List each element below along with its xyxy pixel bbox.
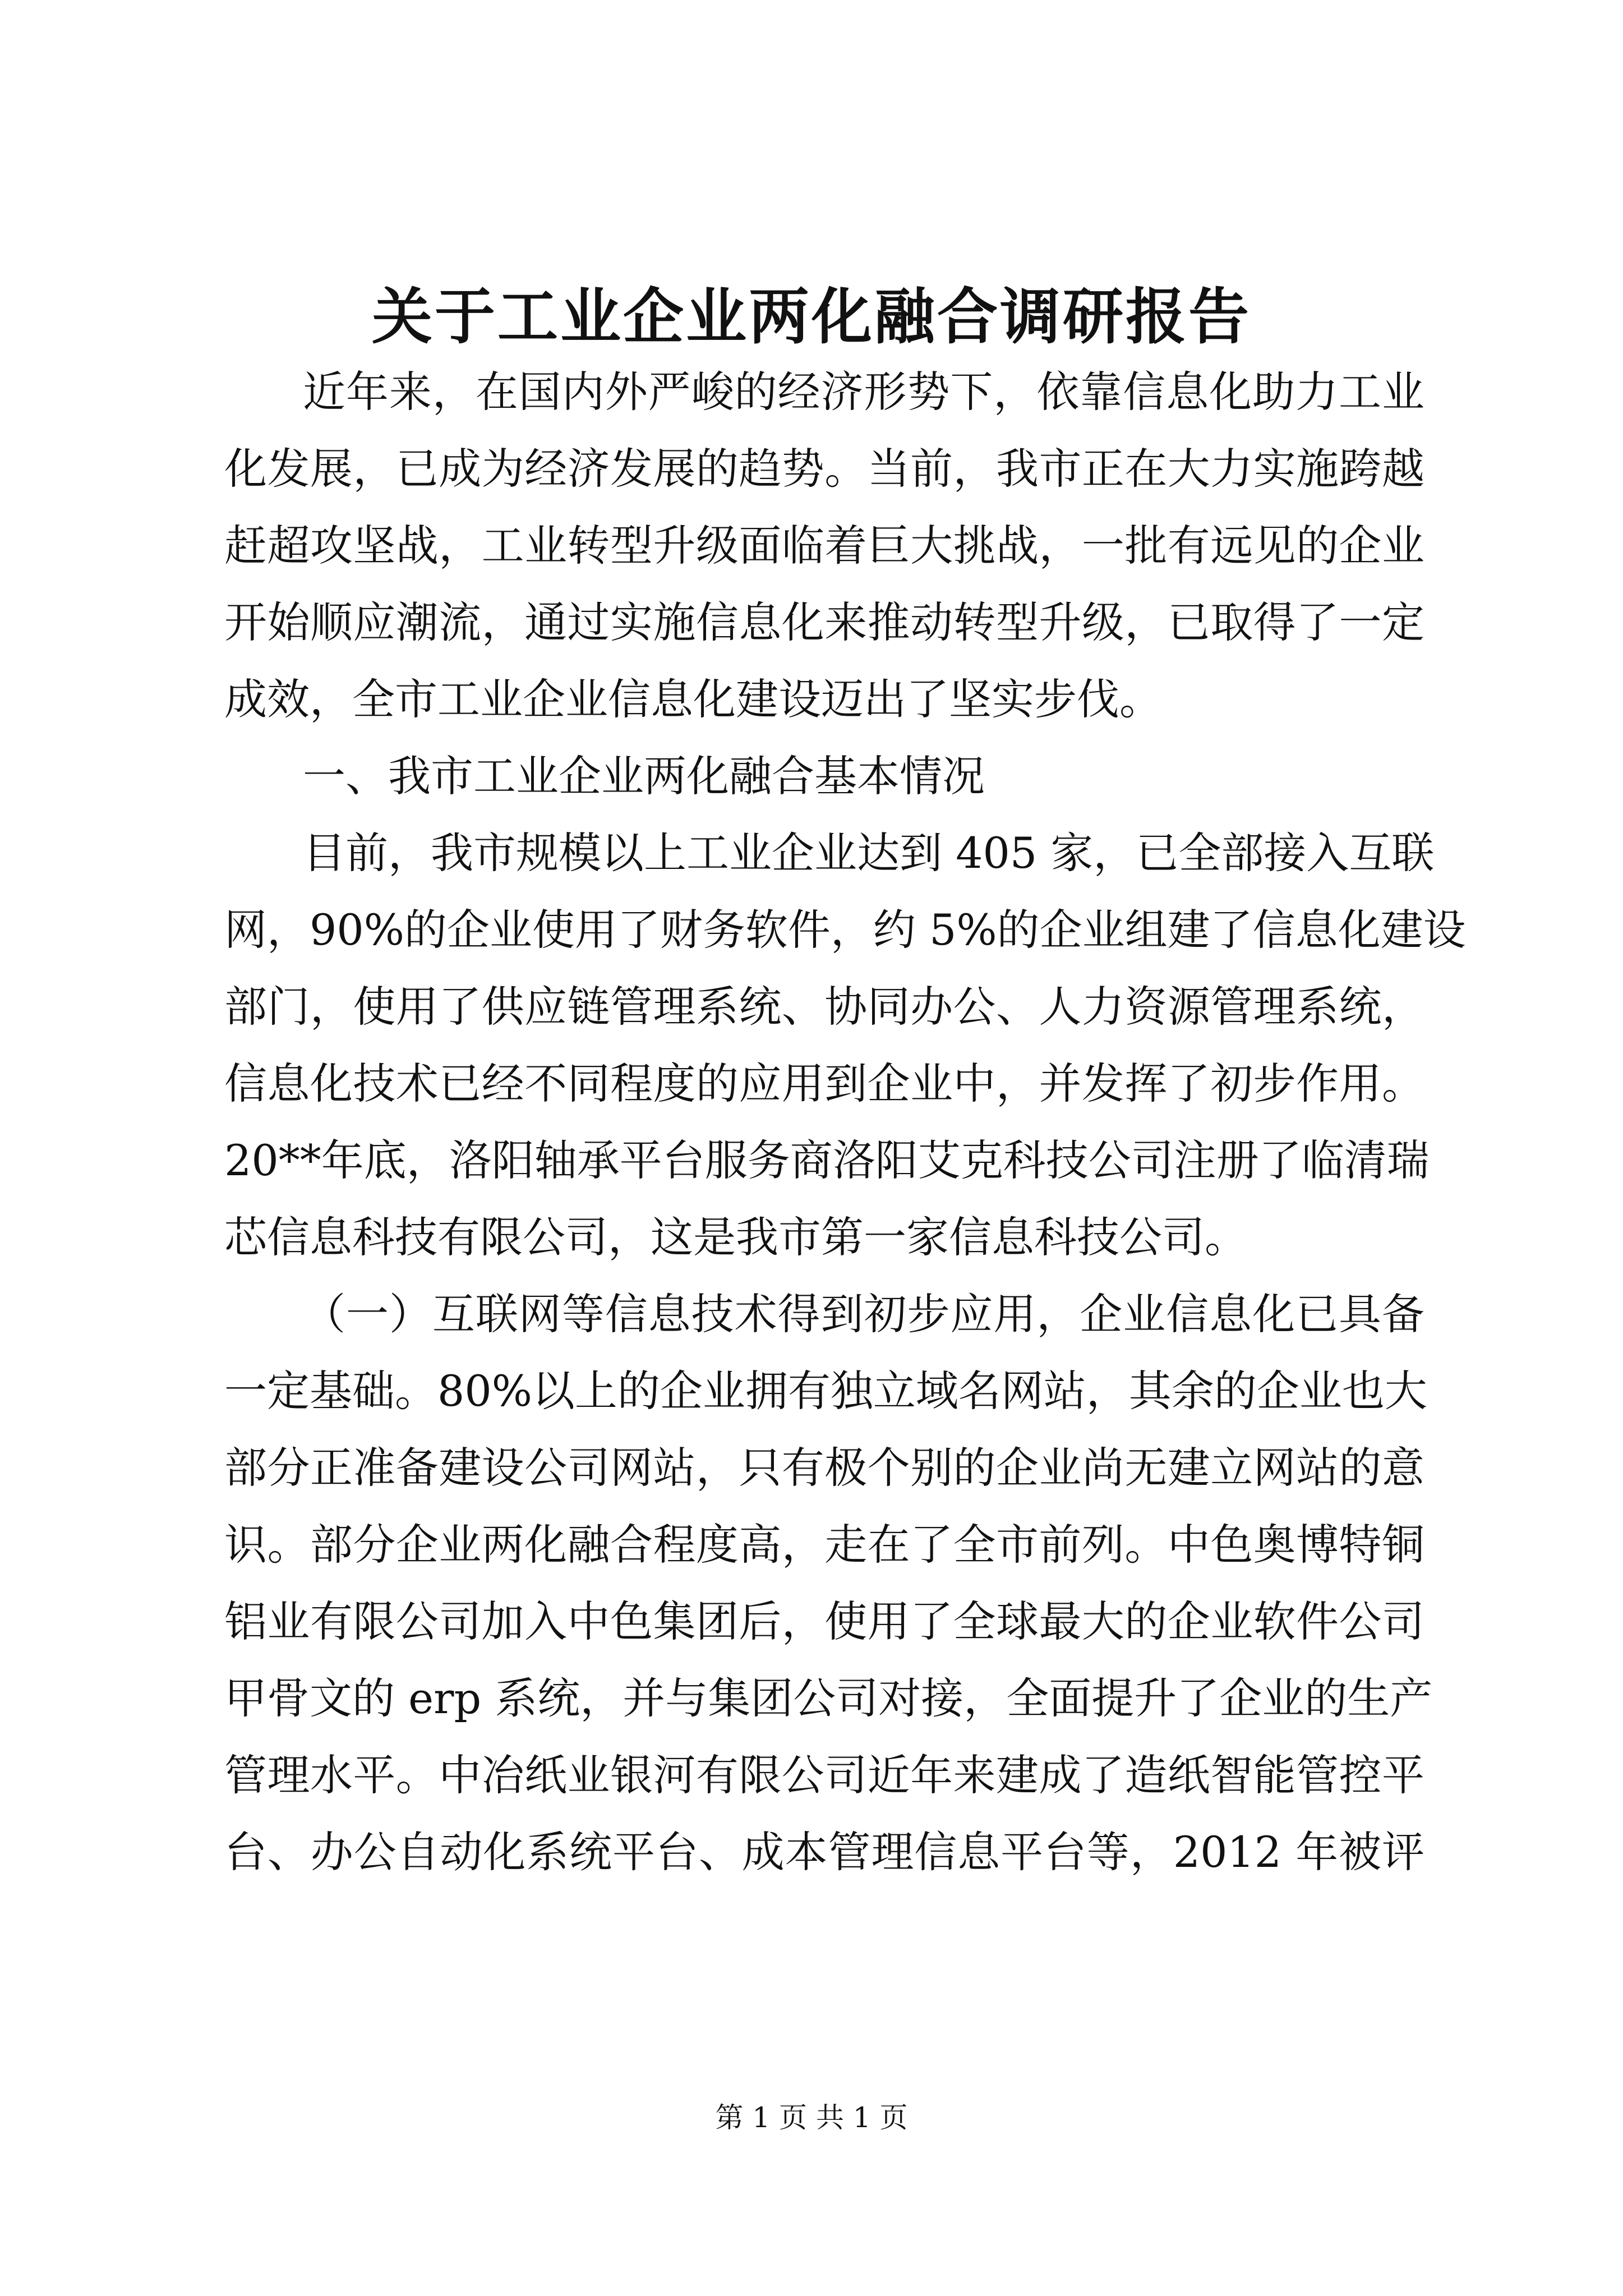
paragraph-line: 化发展，已成为经济发展的趋势。当前，我市正在大力实施跨越 (224, 444, 1424, 494)
paragraph-line: 铝业有限公司加入中色集团后，使用了全球最大的企业软件公司 (224, 1596, 1424, 1646)
paragraph-line: 识。部分企业两化融合程度高，走在了全市前列。中色奥博特铜 (224, 1520, 1424, 1570)
document-body (224, 353, 1466, 1890)
paragraph-line: 一定基础。80%以上的企业拥有独立域名网站，其余的企业也大 (224, 1366, 1427, 1416)
paragraph-line: 成效，全市工业企业信息化建设迈出了坚实步伐。 (224, 674, 1162, 724)
paragraph-line: 网，90%的企业使用了财务软件，约 5%的企业组建了信息化建设 (224, 905, 1466, 955)
paragraph-line: 目前，我市规模以上工业企业达到 405 家，已全部接入互联 (303, 828, 1435, 878)
paragraph-line: 部门，使用了供应链管理系统、协同办公、人力资源管理系统， (224, 982, 1424, 1032)
paragraph-line: 台、办公自动化系统平台、成本管理信息平台等，2012 年被评 (224, 1827, 1424, 1877)
paragraph-line: 近年来，在国内外严峻的经济形势下，依靠信息化助力工业 (303, 367, 1424, 417)
paragraph-line: 管理水平。中冶纸业银河有限公司近年来建成了造纸智能管控平 (224, 1750, 1424, 1800)
paragraph-line: 部分正准备建设公司网站，只有极个别的企业尚无建立网站的意 (224, 1443, 1424, 1493)
paragraph-line: （一）互联网等信息技术得到初步应用，企业信息化已具备 (303, 1289, 1424, 1339)
document-title: 关于工业企业两化融合调研报告 (371, 282, 1251, 352)
paragraph-line: 20**年底，洛阳轴承平台服务商洛阳艾克科技公司注册了临清瑞 (224, 1135, 1430, 1185)
paragraph-line: 芯信息科技有限公司，这是我市第一家信息科技公司。 (224, 1212, 1247, 1262)
page-footer: 第 1 页 共 1 页 (715, 2101, 908, 2134)
paragraph-line: 信息化技术已经不同程度的应用到企业中，并发挥了初步作用。 (224, 1059, 1424, 1108)
paragraph-line: 甲骨文的 erp 系统，并与集团公司对接，全面提升了企业的生产 (224, 1673, 1433, 1723)
paragraph-line: 开始顺应潮流，通过实施信息化来推动转型升级，已取得了一定 (224, 597, 1424, 647)
section-heading: 一、我市工业企业两化融合基本情况 (303, 751, 985, 801)
paragraph-line: 赶超攻坚战，工业转型升级面临着巨大挑战，一批有远见的企业 (224, 521, 1424, 570)
